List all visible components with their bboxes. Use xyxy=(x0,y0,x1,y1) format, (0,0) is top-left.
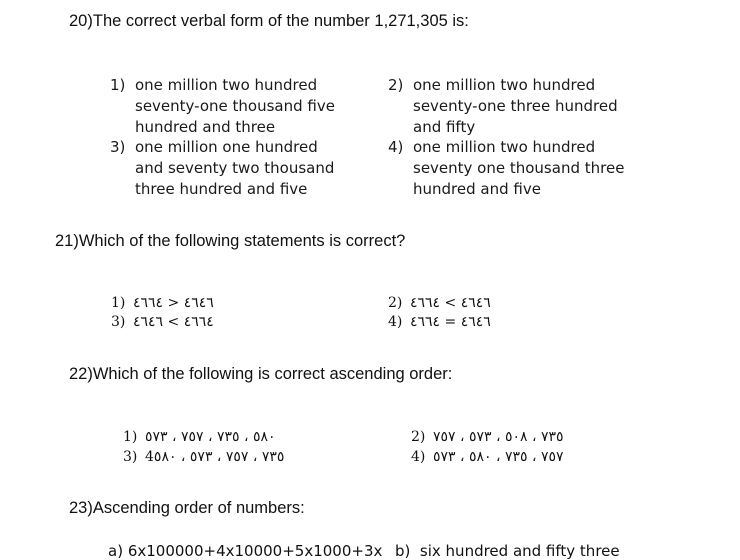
option-number: 1) xyxy=(111,295,126,311)
option-text: ٧٥٧ ، ٧٣٥ ، ٥٨٠ ، ٥٧٣ xyxy=(433,449,564,465)
q22-option-3[interactable] xyxy=(123,449,284,465)
question-text: Which of the following statements is correct? xyxy=(78,232,406,250)
option-text: ٤٦٦٤ > ٤٦٤٦ xyxy=(133,314,214,330)
question-22 xyxy=(69,365,452,384)
option-text: ٤٦٤٦ > ٤٦٦٤ xyxy=(410,295,491,311)
option-number: 1) xyxy=(110,76,126,94)
option-number: 2) xyxy=(388,76,404,94)
option-number: 1) xyxy=(123,429,138,445)
option-number: 4) xyxy=(388,314,403,330)
option-text: ٧٣٥ ، ٥٠٨ ، ٥٧٣ ، ٧٥٧ xyxy=(433,429,564,445)
question-20 xyxy=(69,12,469,31)
option-text: six hundred and fifty three xyxy=(419,542,620,560)
option-number: 4) xyxy=(411,449,426,465)
question-number: 21) xyxy=(55,232,79,250)
option-number: 2) xyxy=(388,295,403,311)
question-number: 22) xyxy=(69,365,93,383)
option-text: one million two hundred seventy one thousand three hundred and five xyxy=(413,138,625,198)
option-text: 6x100000+4x10000+5x1000+3x xyxy=(127,542,383,560)
option-text: one million one hundred and seventy two thousand three hundred and five xyxy=(135,138,335,198)
q21-option-2[interactable] xyxy=(388,295,491,311)
q22-option-4[interactable] xyxy=(411,449,564,465)
option-text: ٥٨٠ ، ٧٣٥ ، ٧٥٧ ، ٥٧٣ xyxy=(145,429,276,445)
question-number: 23) xyxy=(69,499,93,517)
question-23 xyxy=(69,499,305,518)
option-number: a) xyxy=(108,542,124,560)
q21-option-1[interactable] xyxy=(111,295,214,311)
question-text: Which of the following is correct ascending order: xyxy=(92,365,453,383)
q22-option-1[interactable] xyxy=(123,429,276,445)
q21-option-4[interactable] xyxy=(388,314,491,330)
option-number: 3) xyxy=(110,138,126,156)
q23-option-a[interactable] xyxy=(108,542,382,560)
option-number: 3) xyxy=(111,314,126,330)
question-text: Ascending order of numbers: xyxy=(92,499,305,517)
option-number: 4) xyxy=(388,138,404,156)
q22-option-2[interactable] xyxy=(411,429,564,445)
question-21 xyxy=(55,232,405,251)
option-number: b) xyxy=(395,542,411,560)
question-text: The correct verbal form of the number 1,271,305 is: xyxy=(92,12,469,30)
option-text: ٤٦٤٦ < ٤٦٦٤ xyxy=(133,295,214,311)
option-number: 3) xyxy=(123,449,138,465)
q23-option-b[interactable] xyxy=(395,542,620,560)
question-number: 20) xyxy=(69,12,93,30)
option-text: ٤٦٤٦ = ٤٦٦٤ xyxy=(410,314,491,330)
q21-option-3[interactable] xyxy=(111,314,214,330)
option-text: 4٧٣٥ ، ٧٥٧ ، ٥٧٣ ، ٥٨٠ xyxy=(145,449,285,465)
option-text: one million two hundred seventy-one three hundred and fifty xyxy=(413,76,618,136)
option-text: one million two hundred seventy-one thousand five hundred and three xyxy=(135,76,335,136)
option-number: 2) xyxy=(411,429,426,445)
